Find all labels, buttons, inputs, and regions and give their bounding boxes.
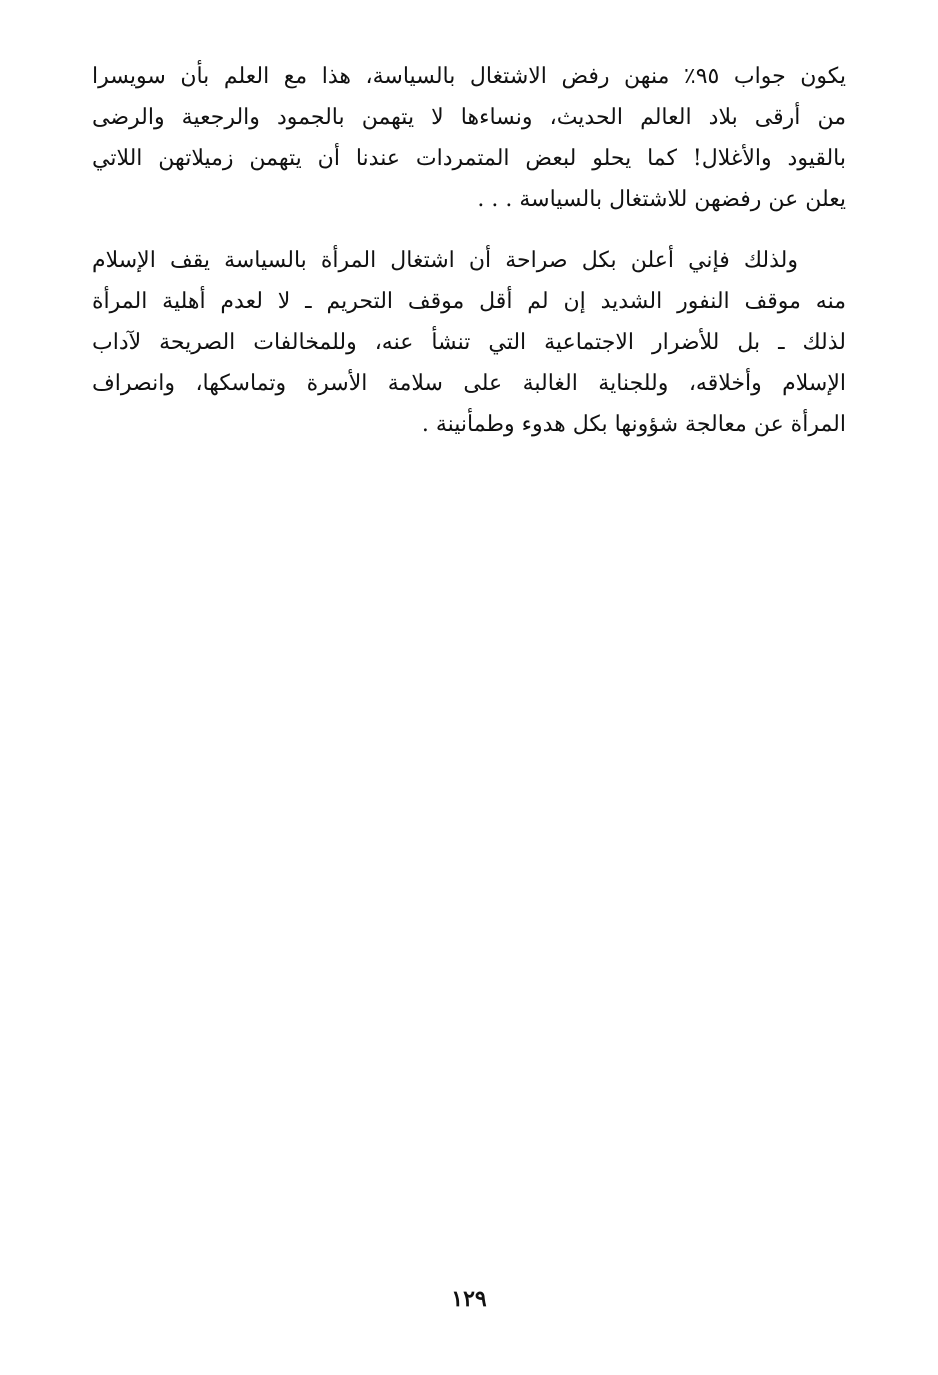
text-line: يعلن عن رفضهن للاشتغال بالسياسة . . . bbox=[477, 187, 846, 212]
page-number: ١٢٩ bbox=[451, 1286, 487, 1312]
text-line: المرأة عن معالجة شؤونها بكل هدوء وطمأنينة . bbox=[421, 412, 846, 437]
paragraph-2 bbox=[92, 240, 846, 445]
paragraph-1 bbox=[92, 56, 846, 220]
text-line: بالقيود والأغلال! كما يحلو لبعض المتمردات عندنا أن يتهمن زميلاتهن اللاتي bbox=[92, 146, 846, 171]
text-line: لذلك ـ بل للأضرار الاجتماعية التي تنشأ عنه، وللمخالفات الصريحة لآداب bbox=[92, 330, 846, 355]
text-line: منه موقف النفور الشديد إن لم أقل موقف التحريم ـ لا لعدم أهلية المرأة bbox=[92, 289, 846, 314]
paragraph-spacer bbox=[92, 220, 846, 240]
text-line: الإسلام وأخلاقه، وللجناية الغالبة على سلامة الأسرة وتماسكها، وانصراف bbox=[92, 371, 846, 396]
body-text bbox=[92, 56, 846, 445]
text-line: يكون جواب ٩٥٪ منهن رفض الاشتغال بالسياسة، هذا مع العلم بأن سويسرا bbox=[92, 64, 846, 89]
text-line: من أرقى بلاد العالم الحديث، ونساءها لا يتهمن بالجمود والرجعية والرضى bbox=[92, 105, 846, 130]
text-line: ولذلك فإني أعلن بكل صراحة أن اشتغال المرأة بالسياسة يقف الإسلام bbox=[92, 248, 798, 273]
